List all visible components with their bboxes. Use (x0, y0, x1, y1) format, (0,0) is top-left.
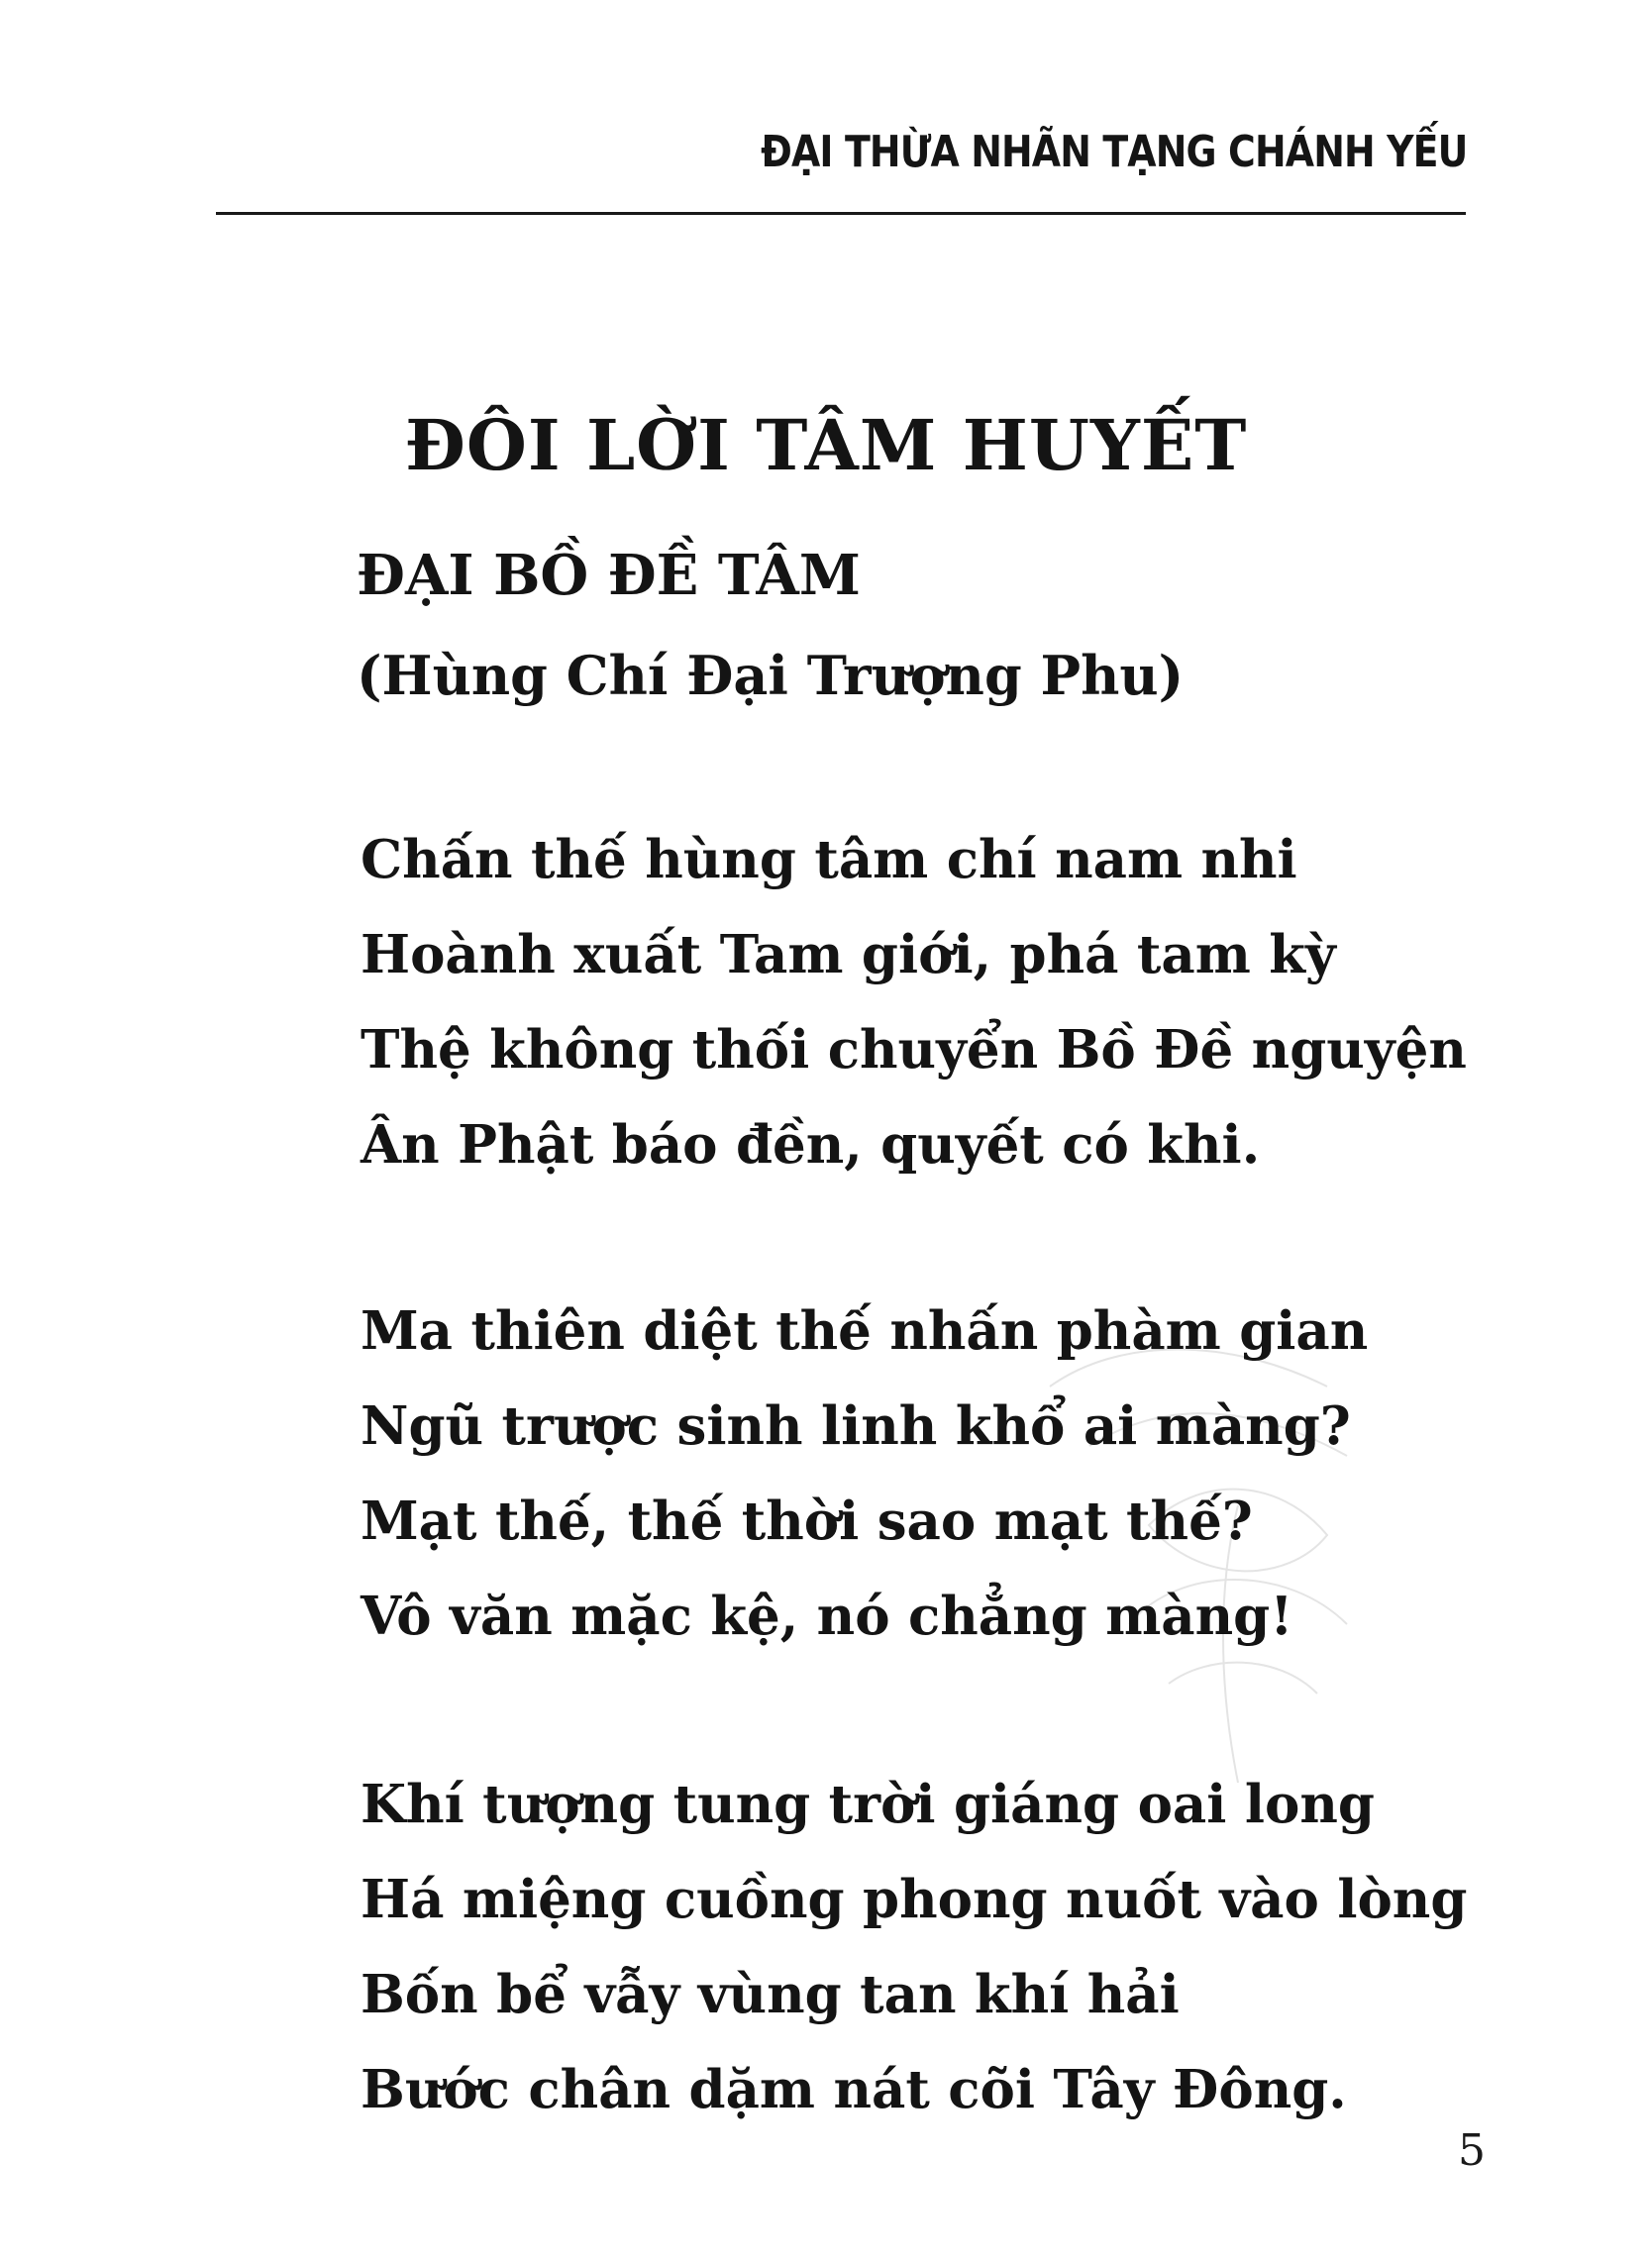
poem-line: Vô văn mặc kệ, nó chẳng màng! (361, 1586, 1293, 1647)
chapter-title: ĐÔI LỜI TÂM HUYẾT (404, 404, 1248, 486)
header-rule (216, 212, 1466, 215)
poem-line: Thệ không thối chuyển Bồ Đề nguyện (361, 1019, 1467, 1080)
poem-line: Mạt thế, thế thời sao mạt thế? (361, 1491, 1253, 1552)
poem-line: Chấn thế hùng tâm chí nam nhi (361, 829, 1297, 890)
stanza-2 (361, 1284, 1368, 1664)
stanza-1 (361, 812, 1467, 1192)
stanza-3 (361, 1757, 1467, 2137)
poem-line: Khí tượng tung trời giáng oai long (361, 1774, 1375, 1835)
poem-line: Ngũ trược sinh linh khổ ai màng? (361, 1395, 1351, 1457)
poem-line: Há miệng cuồng phong nuốt vào lòng (361, 1869, 1468, 1930)
poem-line: Bốn bể vẫy vùng tan khí hải (361, 1964, 1180, 2025)
running-header: ĐẠI THỪA NHÃN TẠNG CHÁNH YẾU (761, 127, 1468, 177)
poem-line: Ân Phật báo đền, quyết có khi. (361, 1114, 1261, 1176)
page-number: 5 (1458, 2125, 1486, 2176)
poem-subtitle: (Hùng Chí Đại Trượng Phu) (357, 644, 1185, 707)
poem-line: Ma thiên diệt thế nhấn phàm gian (361, 1300, 1369, 1362)
poem-title: ĐẠI BỒ ĐỀ TÂM (357, 543, 861, 608)
poem-line: Bước chân dặm nát cõi Tây Đông. (361, 2059, 1347, 2120)
poem-line: Hoành xuất Tam giới, phá tam kỳ (361, 924, 1336, 985)
